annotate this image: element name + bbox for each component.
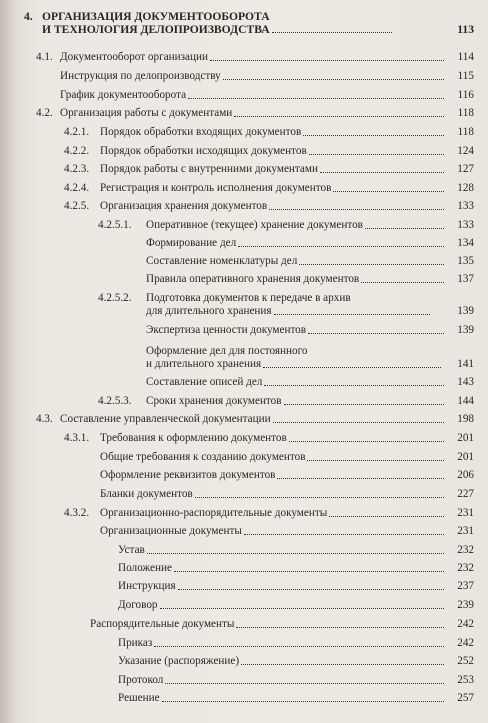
dot-leader xyxy=(238,246,444,247)
dot-leader xyxy=(234,116,444,117)
toc-title-line2: для длительного хранения xyxy=(146,305,272,317)
dot-leader xyxy=(174,571,444,572)
toc-title: Требования к оформлению документов xyxy=(100,432,287,444)
toc-page-number: 201 xyxy=(457,432,474,444)
dot-leader xyxy=(263,367,441,368)
toc-title: ОРГАНИЗАЦИЯ ДОКУМЕНТООБОРОТА xyxy=(42,10,270,23)
toc-title: Договор xyxy=(118,599,158,611)
toc-title: Положение xyxy=(118,562,172,574)
toc-title: Организация хранения документов xyxy=(100,200,268,212)
toc-title: Приказ xyxy=(118,637,153,649)
toc-title: Сроки хранения документов xyxy=(146,395,282,407)
toc-page-number: 137 xyxy=(457,273,474,285)
toc-title: Организация работы с документами xyxy=(60,107,233,119)
toc-title: Составление описей дел xyxy=(146,376,263,388)
dot-leader xyxy=(236,627,444,628)
toc-title: Оперативное (текущее) хранение документов xyxy=(146,219,363,231)
toc-page-number: 239 xyxy=(457,599,474,611)
toc-page-number: 198 xyxy=(457,413,474,425)
toc-page-number: 139 xyxy=(457,324,474,336)
toc-page-number: 118 xyxy=(457,107,474,119)
dot-leader xyxy=(329,516,444,517)
toc-number: 4.2.4. xyxy=(64,182,90,194)
dot-leader xyxy=(303,135,444,136)
toc-title: Оформление дел для постоянного xyxy=(146,345,308,357)
toc-title: Устав xyxy=(118,544,145,556)
toc-title: Порядок обработки исходящих документов xyxy=(100,145,307,157)
dot-leader xyxy=(269,209,444,210)
toc-number: 4.2.5. xyxy=(64,200,90,212)
toc-number: 4.2.5.3. xyxy=(98,395,132,407)
toc-page-number: 133 xyxy=(457,200,474,212)
toc-page-number: 143 xyxy=(457,376,474,388)
dot-leader xyxy=(264,385,444,386)
dot-leader xyxy=(147,553,444,554)
toc-title: Подготовка документов к передаче в архив xyxy=(146,292,351,304)
toc-title: Инструкция по делопроизводству xyxy=(60,70,221,82)
toc-number: 4.1. xyxy=(36,51,53,63)
dot-leader xyxy=(277,478,444,479)
toc-page-number: 127 xyxy=(457,163,474,175)
dot-leader xyxy=(244,534,444,535)
toc-title: Решение xyxy=(118,692,160,704)
toc-page-number: 257 xyxy=(457,692,474,704)
toc-number: 4.2.1. xyxy=(64,126,90,138)
dot-leader xyxy=(289,441,444,442)
toc-title: Правила оперативного хранения документов xyxy=(146,273,360,285)
toc-page-number: 124 xyxy=(457,145,474,157)
toc-number: 4.2.3. xyxy=(64,163,90,175)
dot-leader xyxy=(299,264,444,265)
toc-page-number: 242 xyxy=(457,618,474,630)
toc-title: Составление номенклатуры дел xyxy=(146,255,298,267)
dot-leader xyxy=(309,154,444,155)
dot-leader xyxy=(272,32,392,33)
dot-leader xyxy=(361,282,444,283)
dot-leader xyxy=(273,422,444,423)
dot-leader xyxy=(307,460,444,461)
dot-leader xyxy=(284,404,444,405)
dot-leader xyxy=(365,228,444,229)
toc-page-number: 128 xyxy=(457,182,474,194)
toc-title-line2: и длительного хранения xyxy=(146,358,262,370)
dot-leader xyxy=(308,333,444,334)
toc-page-number: 139 xyxy=(457,305,474,317)
toc-page-number: 232 xyxy=(457,544,474,556)
dot-leader xyxy=(162,701,444,702)
toc-title: Порядок обработки входящих документов xyxy=(100,126,302,138)
toc-number: 4. xyxy=(24,10,33,23)
toc-page-number: 253 xyxy=(457,674,474,686)
toc-number: 4.3.2. xyxy=(64,507,90,519)
toc-page-number: 227 xyxy=(457,488,474,500)
dot-leader xyxy=(195,497,444,498)
toc-title: Организационно-распорядительные документы xyxy=(100,507,328,519)
toc-page-number: 144 xyxy=(457,395,474,407)
toc-page-number: 133 xyxy=(457,219,474,231)
toc-page-number: 231 xyxy=(457,507,474,519)
toc-page-number: 135 xyxy=(457,255,474,267)
toc-title: Экспертиза ценности документов xyxy=(146,324,307,336)
toc-title: Порядок работы с внутренними документами xyxy=(100,163,318,175)
toc-title: Бланки документов xyxy=(100,488,193,500)
page-spine-shadow xyxy=(0,0,18,723)
toc-number: 4.3. xyxy=(36,413,53,425)
toc-number: 4.2.5.1. xyxy=(98,219,132,231)
dot-leader xyxy=(154,646,444,647)
dot-leader xyxy=(188,98,444,99)
dot-leader xyxy=(178,589,444,590)
toc-title: Инструкция xyxy=(118,580,176,592)
toc-page-number: 113 xyxy=(457,23,474,36)
toc-title: Составление управленческой документации xyxy=(60,413,271,425)
toc-title: График документооборота xyxy=(60,89,187,101)
toc-number: 4.2. xyxy=(36,107,53,119)
toc-page-number: 201 xyxy=(457,451,474,463)
dot-leader xyxy=(320,172,444,173)
toc-title: Формирование дел xyxy=(146,237,237,249)
toc-page-number: 242 xyxy=(457,637,474,649)
toc-number: 4.2.5.2. xyxy=(98,292,132,304)
toc-title: Общие требования к созданию документов xyxy=(100,451,306,463)
dot-leader xyxy=(223,79,444,80)
toc-number: 4.2.2. xyxy=(64,145,90,157)
toc-title: Распорядительные документы xyxy=(90,618,235,630)
toc-page-number: 114 xyxy=(457,51,474,63)
dot-leader xyxy=(274,314,430,315)
toc-title-line2: И ТЕХНОЛОГИЯ ДЕЛОПРОИЗВОДСТВА xyxy=(42,23,270,36)
toc-page-number: 115 xyxy=(457,70,474,82)
dot-leader xyxy=(333,191,444,192)
toc-page-number: 231 xyxy=(457,525,474,537)
toc-page-number: 252 xyxy=(457,655,474,667)
toc-title: Организационные документы xyxy=(100,525,242,537)
toc-title: Указание (распоряжение) xyxy=(118,655,240,667)
dot-leader xyxy=(241,664,444,665)
toc-title: Документооборот организации xyxy=(60,51,208,63)
toc-page-number: 118 xyxy=(457,126,474,138)
toc-page-number: 206 xyxy=(457,469,474,481)
toc-page-number: 116 xyxy=(457,89,474,101)
toc-title: Оформление реквизитов документов xyxy=(100,469,276,481)
dot-leader xyxy=(165,683,444,684)
dot-leader xyxy=(160,608,444,609)
toc-title: Протокол xyxy=(118,674,164,686)
toc-page-number: 237 xyxy=(457,580,474,592)
toc-page-number: 232 xyxy=(457,562,474,574)
toc-page-number: 141 xyxy=(457,358,474,370)
toc-page-number: 134 xyxy=(457,237,474,249)
toc-title: Регистрация и контроль исполнения документов xyxy=(100,182,332,194)
toc-number: 4.3.1. xyxy=(64,432,90,444)
dot-leader xyxy=(210,60,444,61)
